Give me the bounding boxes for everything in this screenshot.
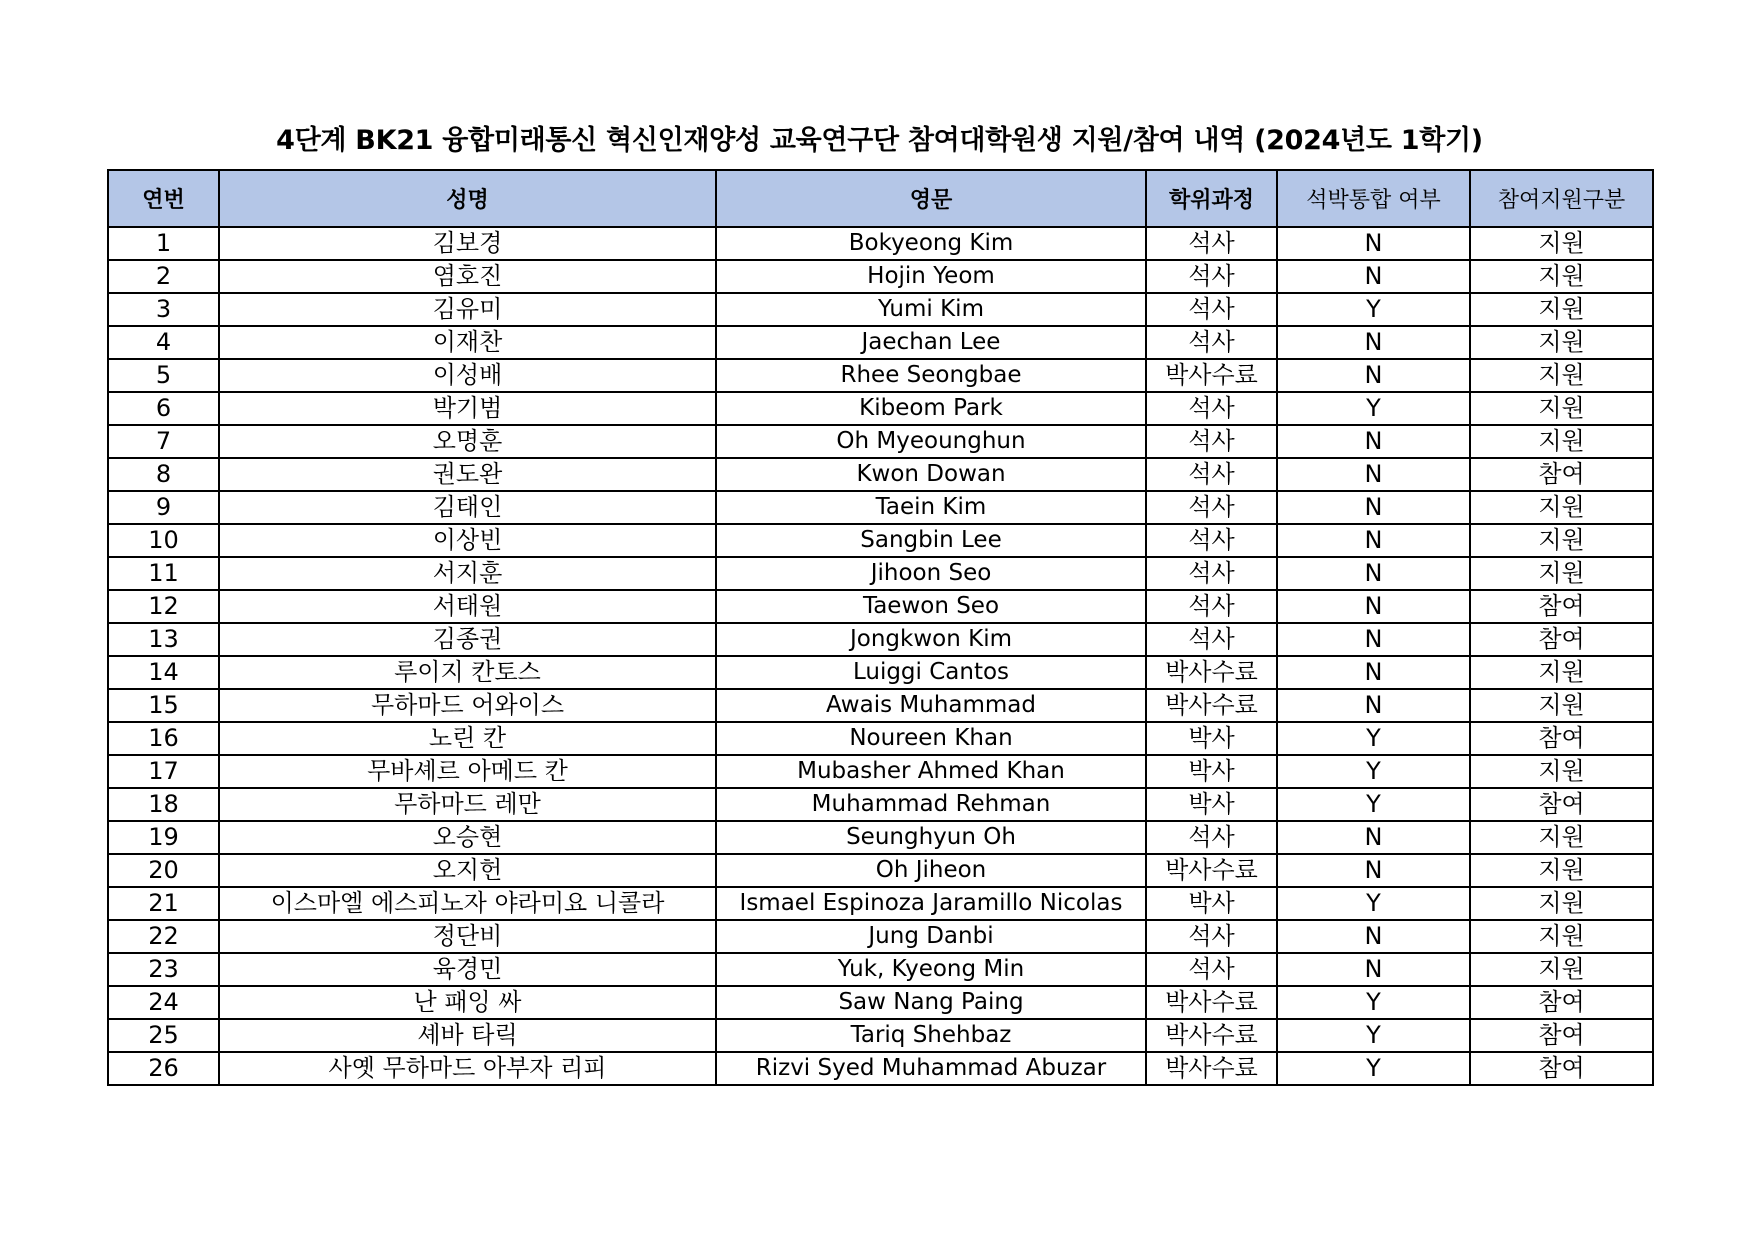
cell-english-name: Yuk, Kyeong Min [716, 953, 1146, 986]
cell-category: 참여 [1470, 623, 1653, 656]
cell-no: 7 [108, 425, 219, 458]
cell-degree: 박사 [1146, 887, 1277, 920]
cell-integrated: N [1277, 491, 1470, 524]
table-row [108, 557, 1653, 590]
table-row [108, 623, 1653, 656]
cell-degree: 석사 [1146, 491, 1277, 524]
cell-name: 김태인 [219, 491, 716, 524]
cell-degree: 석사 [1146, 326, 1277, 359]
cell-degree: 석사 [1146, 458, 1277, 491]
cell-name: 무하마드 레만 [219, 788, 716, 821]
cell-name: 난 패잉 싸 [219, 986, 716, 1019]
cell-category: 참여 [1470, 458, 1653, 491]
cell-english-name: Jaechan Lee [716, 326, 1146, 359]
cell-degree: 석사 [1146, 557, 1277, 590]
table-row [108, 1052, 1653, 1085]
table-row [108, 326, 1653, 359]
cell-english-name: Awais Muhammad [716, 689, 1146, 722]
cell-integrated: N [1277, 689, 1470, 722]
cell-integrated: N [1277, 854, 1470, 887]
header-no: 연번 [108, 170, 219, 227]
cell-english-name: Tariq Shehbaz [716, 1019, 1146, 1052]
table-row [108, 590, 1653, 623]
cell-category: 참여 [1470, 590, 1653, 623]
cell-no: 19 [108, 821, 219, 854]
cell-no: 8 [108, 458, 219, 491]
cell-category: 지원 [1470, 557, 1653, 590]
table-row [108, 227, 1653, 260]
cell-english-name: Taein Kim [716, 491, 1146, 524]
cell-degree: 석사 [1146, 623, 1277, 656]
cell-no: 2 [108, 260, 219, 293]
cell-english-name: Noureen Khan [716, 722, 1146, 755]
cell-no: 4 [108, 326, 219, 359]
cell-english-name: Jongkwon Kim [716, 623, 1146, 656]
header-degree: 학위과정 [1146, 170, 1277, 227]
header-integrated: 석박통합 여부 [1277, 170, 1470, 227]
cell-category: 지원 [1470, 359, 1653, 392]
table-row [108, 854, 1653, 887]
cell-degree: 석사 [1146, 227, 1277, 260]
cell-no: 5 [108, 359, 219, 392]
cell-integrated: Y [1277, 722, 1470, 755]
cell-integrated: Y [1277, 1019, 1470, 1052]
cell-no: 9 [108, 491, 219, 524]
table-row [108, 821, 1653, 854]
cell-no: 16 [108, 722, 219, 755]
table-row [108, 524, 1653, 557]
cell-name: 서지훈 [219, 557, 716, 590]
cell-category: 지원 [1470, 293, 1653, 326]
cell-no: 20 [108, 854, 219, 887]
header-english: 영문 [716, 170, 1146, 227]
cell-category: 지원 [1470, 392, 1653, 425]
cell-name: 오승현 [219, 821, 716, 854]
cell-category: 지원 [1470, 920, 1653, 953]
cell-degree: 박사수료 [1146, 986, 1277, 1019]
cell-no: 18 [108, 788, 219, 821]
cell-integrated: N [1277, 656, 1470, 689]
cell-no: 13 [108, 623, 219, 656]
cell-no: 10 [108, 524, 219, 557]
cell-degree: 석사 [1146, 590, 1277, 623]
table-row [108, 359, 1653, 392]
cell-name: 이스마엘 에스피노자 야라미요 니콜라 [219, 887, 716, 920]
cell-degree: 박사수료 [1146, 854, 1277, 887]
cell-name: 이성배 [219, 359, 716, 392]
cell-english-name: Sangbin Lee [716, 524, 1146, 557]
cell-category: 지원 [1470, 227, 1653, 260]
cell-category: 지원 [1470, 854, 1653, 887]
cell-name: 오명훈 [219, 425, 716, 458]
cell-integrated: N [1277, 458, 1470, 491]
cell-category: 지원 [1470, 755, 1653, 788]
table-header-row [108, 170, 1653, 227]
cell-no: 12 [108, 590, 219, 623]
cell-category: 참여 [1470, 986, 1653, 1019]
cell-no: 26 [108, 1052, 219, 1085]
cell-integrated: Y [1277, 293, 1470, 326]
cell-category: 지원 [1470, 953, 1653, 986]
cell-english-name: Kibeom Park [716, 392, 1146, 425]
cell-no: 22 [108, 920, 219, 953]
cell-name: 무하마드 어와이스 [219, 689, 716, 722]
cell-integrated: N [1277, 326, 1470, 359]
cell-name: 노린 칸 [219, 722, 716, 755]
cell-degree: 석사 [1146, 425, 1277, 458]
cell-category: 지원 [1470, 656, 1653, 689]
cell-no: 25 [108, 1019, 219, 1052]
cell-name: 사옛 무하마드 아부자 리피 [219, 1052, 716, 1085]
cell-integrated: Y [1277, 392, 1470, 425]
table-row [108, 689, 1653, 722]
cell-category: 지원 [1470, 689, 1653, 722]
table-row [108, 656, 1653, 689]
cell-english-name: Saw Nang Paing [716, 986, 1146, 1019]
cell-english-name: Yumi Kim [716, 293, 1146, 326]
cell-name: 셰바 타릭 [219, 1019, 716, 1052]
table-row [108, 260, 1653, 293]
cell-integrated: N [1277, 557, 1470, 590]
cell-name: 루이지 칸토스 [219, 656, 716, 689]
cell-name: 이상빈 [219, 524, 716, 557]
cell-english-name: Oh Jiheon [716, 854, 1146, 887]
cell-no: 21 [108, 887, 219, 920]
cell-name: 김유미 [219, 293, 716, 326]
cell-name: 무바셰르 아메드 칸 [219, 755, 716, 788]
cell-english-name: Bokyeong Kim [716, 227, 1146, 260]
cell-degree: 박사수료 [1146, 656, 1277, 689]
cell-degree: 박사수료 [1146, 689, 1277, 722]
cell-no: 24 [108, 986, 219, 1019]
cell-degree: 박사 [1146, 788, 1277, 821]
cell-degree: 박사 [1146, 755, 1277, 788]
cell-category: 지원 [1470, 491, 1653, 524]
cell-degree: 석사 [1146, 392, 1277, 425]
header-name: 성명 [219, 170, 716, 227]
cell-no: 15 [108, 689, 219, 722]
cell-no: 3 [108, 293, 219, 326]
table-row [108, 953, 1653, 986]
cell-no: 23 [108, 953, 219, 986]
cell-no: 14 [108, 656, 219, 689]
cell-integrated: Y [1277, 887, 1470, 920]
table-row [108, 392, 1653, 425]
cell-english-name: Mubasher Ahmed Khan [716, 755, 1146, 788]
header-category: 참여지원구분 [1470, 170, 1653, 227]
table-row [108, 458, 1653, 491]
table-row [108, 425, 1653, 458]
cell-degree: 석사 [1146, 920, 1277, 953]
cell-integrated: Y [1277, 1052, 1470, 1085]
cell-degree: 석사 [1146, 953, 1277, 986]
cell-degree: 박사수료 [1146, 359, 1277, 392]
cell-integrated: Y [1277, 755, 1470, 788]
cell-integrated: N [1277, 260, 1470, 293]
cell-integrated: Y [1277, 986, 1470, 1019]
cell-integrated: N [1277, 524, 1470, 557]
cell-english-name: Luiggi Cantos [716, 656, 1146, 689]
cell-category: 참여 [1470, 722, 1653, 755]
cell-integrated: N [1277, 227, 1470, 260]
cell-degree: 박사수료 [1146, 1019, 1277, 1052]
cell-integrated: N [1277, 359, 1470, 392]
cell-no: 6 [108, 392, 219, 425]
cell-category: 지원 [1470, 260, 1653, 293]
cell-category: 지원 [1470, 887, 1653, 920]
cell-english-name: Muhammad Rehman [716, 788, 1146, 821]
cell-no: 1 [108, 227, 219, 260]
table-row [108, 887, 1653, 920]
table-row [108, 920, 1653, 953]
cell-name: 권도완 [219, 458, 716, 491]
table-row [108, 986, 1653, 1019]
cell-integrated: N [1277, 920, 1470, 953]
cell-english-name: Kwon Dowan [716, 458, 1146, 491]
cell-no: 11 [108, 557, 219, 590]
table-row [108, 755, 1653, 788]
page-title: 4단계 BK21 융합미래통신 혁신인재양성 교육연구단 참여대학원생 지원/참여 내역 (2024년도 1학기) [276, 125, 1483, 156]
table-row [108, 491, 1653, 524]
cell-category: 지원 [1470, 821, 1653, 854]
cell-english-name: Seunghyun Oh [716, 821, 1146, 854]
cell-name: 김종권 [219, 623, 716, 656]
cell-degree: 석사 [1146, 260, 1277, 293]
cell-name: 육경민 [219, 953, 716, 986]
cell-name: 박기범 [219, 392, 716, 425]
cell-english-name: Jung Danbi [716, 920, 1146, 953]
cell-english-name: Hojin Yeom [716, 260, 1146, 293]
cell-name: 정단비 [219, 920, 716, 953]
cell-english-name: Taewon Seo [716, 590, 1146, 623]
cell-integrated: N [1277, 953, 1470, 986]
cell-no: 17 [108, 755, 219, 788]
cell-category: 참여 [1470, 788, 1653, 821]
table-body [108, 227, 1653, 1085]
cell-english-name: Rhee Seongbae [716, 359, 1146, 392]
cell-degree: 석사 [1146, 821, 1277, 854]
cell-degree: 석사 [1146, 293, 1277, 326]
cell-category: 지원 [1470, 326, 1653, 359]
cell-name: 서태원 [219, 590, 716, 623]
cell-english-name: Jihoon Seo [716, 557, 1146, 590]
cell-integrated: N [1277, 425, 1470, 458]
cell-english-name: Rizvi Syed Muhammad Abuzar [716, 1052, 1146, 1085]
cell-degree: 박사수료 [1146, 1052, 1277, 1085]
cell-name: 오지헌 [219, 854, 716, 887]
cell-integrated: Y [1277, 788, 1470, 821]
cell-category: 참여 [1470, 1052, 1653, 1085]
cell-english-name: Ismael Espinoza Jaramillo Nicolas [716, 887, 1146, 920]
participant-table [107, 169, 1654, 1086]
cell-category: 지원 [1470, 524, 1653, 557]
cell-category: 참여 [1470, 1019, 1653, 1052]
cell-name: 김보경 [219, 227, 716, 260]
cell-name: 염호진 [219, 260, 716, 293]
table-row [108, 293, 1653, 326]
cell-integrated: N [1277, 821, 1470, 854]
table-row [108, 722, 1653, 755]
cell-degree: 박사 [1146, 722, 1277, 755]
cell-name: 이재찬 [219, 326, 716, 359]
table-row [108, 788, 1653, 821]
cell-integrated: N [1277, 590, 1470, 623]
cell-english-name: Oh Myeounghun [716, 425, 1146, 458]
cell-integrated: N [1277, 623, 1470, 656]
cell-degree: 석사 [1146, 524, 1277, 557]
table-row [108, 1019, 1653, 1052]
cell-category: 지원 [1470, 425, 1653, 458]
